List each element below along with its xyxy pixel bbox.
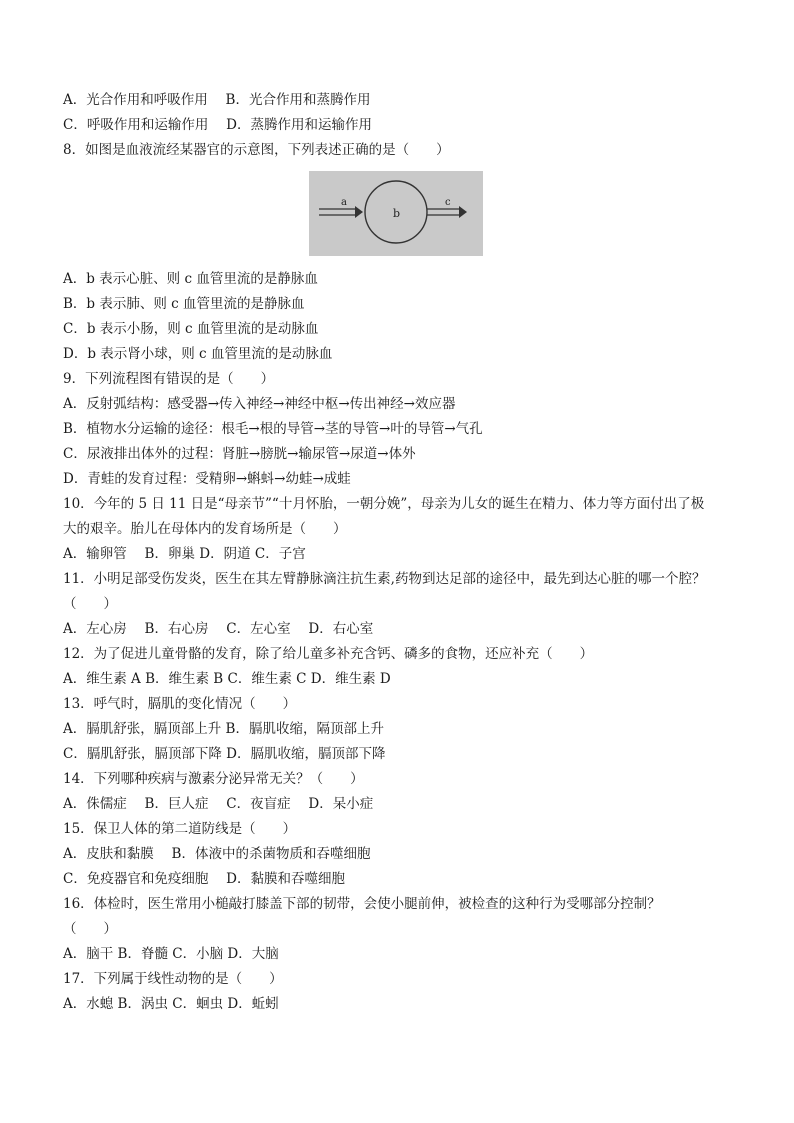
label-c: c <box>445 197 451 208</box>
q11-options: A．左心房 B．右心房 C．左心室 D．右心室 <box>63 621 374 637</box>
q9-option-c: C．尿液排出体外的过程：肾脏→膀胱→输尿管→尿道→体外 <box>63 446 416 462</box>
label-a: a <box>341 197 347 208</box>
q16-options: A．脑干 B．脊髓 C．小脑 D．大脑 <box>63 946 279 962</box>
question-11-line-1: 11．小明足部受伤发炎，医生在其左臂静脉滴注抗生素,药物到达足部的途径中，最先到达心脏的哪一个腔？ <box>63 571 706 587</box>
question-13: 13．呼气时，膈肌的变化情况（ ） <box>63 696 297 712</box>
question-16-line-1: 16．体检时，医生常用小槌敲打膝盖下部的韧带，会使小腿前伸，被检查的这种行为受哪部分控制？ <box>63 896 661 912</box>
question-11-line-2: （ ） <box>63 596 117 612</box>
q8-option-a: A．b 表示心脏、则 c 血管里流的是静脉血 <box>63 271 318 287</box>
q12-options: A．维生素 A B．维生素 B C．维生素 C D．维生素 D <box>63 671 391 687</box>
question-10-line-2: 大的艰辛。胎儿在母体内的发育场所是（ ） <box>63 521 347 537</box>
question-10-line-1: 10．今年的 5 日 11 日是“母亲节”“十月怀胎，一朝分娩”，母亲为儿女的诞生在精力、体力等方面付出了极 <box>63 496 705 512</box>
q15-options-ab: A．皮肤和黏膜 B．体液中的杀菌物质和吞噬细胞 <box>63 846 371 862</box>
q8-option-c: C．b 表示小肠，则 c 血管里流的是动脉血 <box>63 321 319 337</box>
q15-options-cd: C．免疫器官和免疫细胞 D．黏膜和吞噬细胞 <box>63 871 345 887</box>
q7-options-cd: C．呼吸作用和运输作用 D．蒸腾作用和运输作用 <box>63 117 372 133</box>
q8-option-d: D．b 表示肾小球，则 c 血管里流的是动脉血 <box>63 346 333 362</box>
question-17: 17．下列属于线性动物的是（ ） <box>63 971 283 987</box>
q9-option-d: D．青蛙的发育过程：受精卵→蝌蚪→幼蛙→成蛙 <box>63 471 351 487</box>
q7-options-ab: A．光合作用和呼吸作用 B．光合作用和蒸腾作用 <box>63 92 371 108</box>
label-b: b <box>393 207 401 220</box>
question-12: 12．为了促进儿童骨骼的发育，除了给儿童多补充含钙、磷多的食物，还应补充（ ） <box>63 646 594 662</box>
question-8: 8．如图是血液流经某器官的示意图，下列表述正确的是（ ） <box>63 142 450 158</box>
q13-options-ab: A．膈肌舒张，膈顶部上升 B．膈肌收缩，隔顶部上升 <box>63 721 384 737</box>
q9-option-b: B．植物水分运输的途径：根毛→根的导管→茎的导管→叶的导管→气孔 <box>63 421 483 437</box>
q13-options-cd: C．膈肌舒张，膈顶部下降 D．膈肌收缩，膈顶部下降 <box>63 746 386 762</box>
blood-flow-diagram <box>309 171 483 256</box>
question-16-line-2: （ ） <box>63 921 117 937</box>
q8-option-b: B．b 表示肺、则 c 血管里流的是静脉血 <box>63 296 305 312</box>
question-9: 9．下列流程图有错误的是（ ） <box>63 371 275 387</box>
question-14: 14．下列哪种疾病与激素分泌异常无关？（ ） <box>63 771 364 787</box>
question-15: 15．保卫人体的第二道防线是（ ） <box>63 821 297 837</box>
q14-options: A．侏儒症 B．巨人症 C．夜盲症 D．呆小症 <box>63 796 374 812</box>
q9-option-a: A．反射弧结构：感受器→传入神经→神经中枢→传出神经→效应器 <box>63 396 456 412</box>
q10-options: A．输卵管 B．卵巢 D．阴道 C．子宫 <box>63 546 306 562</box>
q17-options: A．水螅 B．涡虫 C．蛔虫 D．蚯蚓 <box>63 996 279 1012</box>
